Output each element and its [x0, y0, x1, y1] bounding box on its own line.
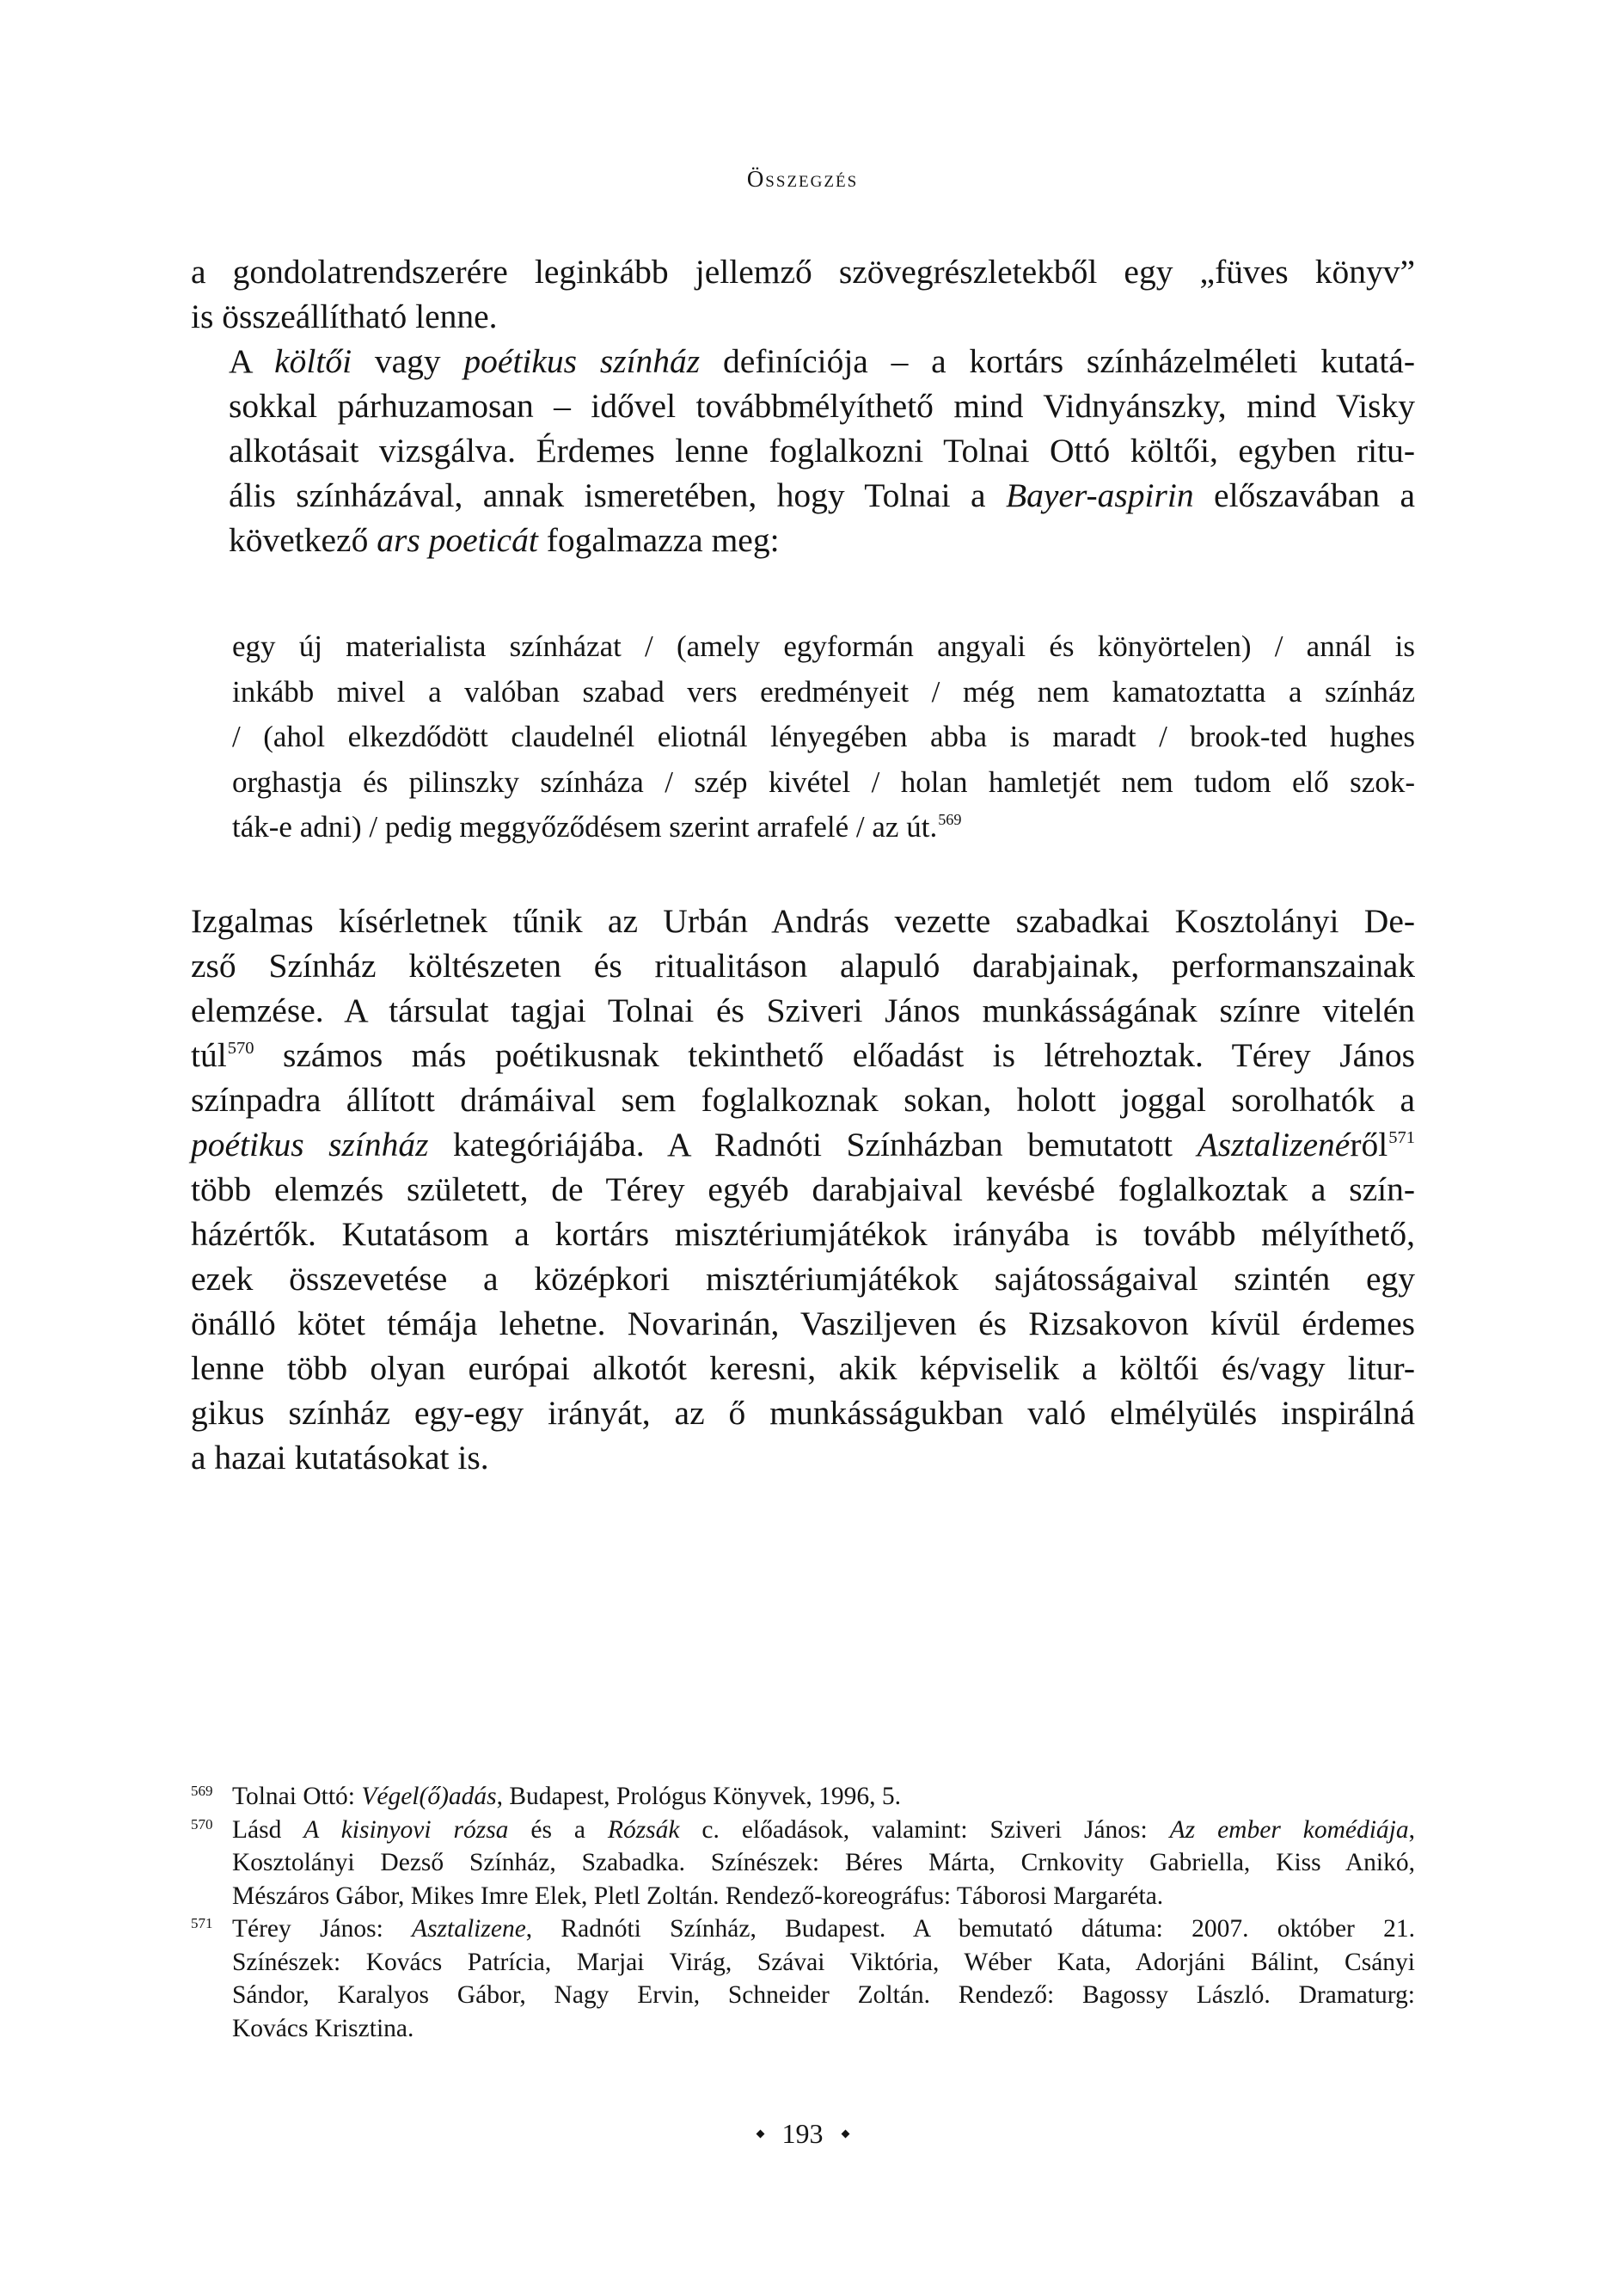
quote-line — [232, 624, 1415, 670]
text-run: c. előadások, valamint: Sziveri János: — [679, 1815, 1170, 1844]
text-run: lenne több olyan európai alkotót keresni, akik képviselik a költői és/vagy litur- — [191, 1349, 1415, 1387]
text-run: több elemzés született, de Térey egyéb darabjaival kevésbé foglalkoztak a szín- — [191, 1170, 1415, 1208]
block-quote — [232, 624, 1415, 850]
text-run: színpadra állított drámáival sem foglalkoznak sokan, holott joggal sorolhatók a — [191, 1081, 1415, 1119]
text-line — [191, 1033, 1415, 1077]
text-line — [191, 1435, 1415, 1480]
text-line — [232, 2012, 1415, 2046]
text-line — [191, 518, 1415, 562]
text-run: házértők. Kutatásom a kortárs misztériumjátékok irányába is tovább mélyíthető, — [191, 1215, 1415, 1253]
text-run: Kosztolányi Dezső Színház, Szabadka. Színészek: Béres Márta, Crnkovity Gabriella, Kiss Anikó, — [232, 1849, 1415, 1876]
text-line — [191, 473, 1415, 518]
text-line — [232, 1880, 1415, 1913]
main-text-bottom — [191, 899, 1415, 1480]
text-run: ezek összevetése a középkori misztériumjátékok sajátosságaival szintén egy — [191, 1260, 1415, 1298]
page-number — [0, 2118, 1605, 2150]
text-run: elemzése. A társulat tagjai Tolnai és Sziveri János munkásságának színre vitelén — [191, 991, 1415, 1029]
footnote-569 — [191, 1780, 1415, 1814]
footnotes — [191, 1780, 1415, 2045]
text-line — [191, 1301, 1415, 1346]
text-line — [191, 1390, 1415, 1435]
text-run: ális színházával, annak ismeretében, hogy Tolnai a — [229, 476, 1006, 514]
text-run: / (ahol elkezdődött claudelnél eliotnál lényegében abba is maradt / brook-ted hughes — [232, 720, 1415, 753]
text-run: orghastja és pilinszky színháza / szép kivétel / holan hamletjét nem tudom elő szok- — [232, 764, 1415, 799]
page-number-value: 193 — [781, 2118, 824, 2149]
text-run: Kovács Krisztina. — [232, 2014, 414, 2042]
text-run: Lásd — [232, 1815, 304, 1844]
paragraph-3 — [191, 899, 1415, 1480]
text-line — [232, 1912, 1415, 1946]
italic-text: Az ember komédiája — [1169, 1815, 1409, 1844]
text-run: vagy — [352, 342, 464, 380]
text-run: Sándor, Karalyos Gábor, Nagy Ervin, Schneider Zoltán. Rendező: Bagossy László. Dramaturg: — [232, 1981, 1415, 2009]
text-run: fogalmazza meg: — [537, 521, 780, 559]
diamond-ornament-icon — [756, 2130, 764, 2139]
text-run: és a — [508, 1815, 608, 1844]
text-line — [191, 1122, 1415, 1167]
quote-line — [232, 805, 1415, 850]
block-quote-lines — [232, 624, 1415, 850]
text-line — [232, 1979, 1415, 2012]
italic-text: Asztalizené — [1197, 1126, 1351, 1163]
text-line — [232, 1946, 1415, 1980]
text-line — [232, 1780, 1415, 1814]
text-line — [191, 1077, 1415, 1122]
quote-line — [232, 670, 1415, 715]
text-run: a hazai kutatásokat is. — [191, 1439, 489, 1476]
italic-text: Asztalizene — [412, 1915, 526, 1943]
text-run: a gondolatrendszerére leginkább jellemző szövegrészletekből egy „füves könyv” — [191, 253, 1415, 291]
footnote-reference[interactable]: 570 — [227, 1038, 254, 1058]
diamond-ornament-icon — [841, 2130, 849, 2139]
text-run: következő — [229, 521, 377, 559]
text-line — [191, 1212, 1415, 1256]
running-header: Összegzés — [746, 166, 859, 192]
text-run: inkább mivel a valóban szabad vers eredményeit / még nem kamatoztatta a színház — [232, 674, 1415, 709]
text-line — [191, 1346, 1415, 1390]
text-run: túl — [191, 1036, 227, 1074]
text-line — [191, 294, 1415, 339]
text-run: alkotásait vizsgálva. Érdemes lenne foglalkozni Tolnai Ottó költői, egyben ritu- — [229, 432, 1415, 470]
footnote-text — [232, 1814, 1415, 1913]
text-line — [191, 943, 1415, 988]
text-run: Izgalmas kísérletnek tűnik az Urbán András vezette szabadkai Kosztolányi De- — [191, 902, 1415, 940]
text-line — [191, 428, 1415, 473]
text-run: számos más poétikusnak tekinthető előadást is létrehoztak. Térey János — [254, 1036, 1415, 1074]
footnote-reference[interactable]: 571 — [1388, 1127, 1415, 1147]
footnote-570 — [191, 1814, 1415, 1913]
italic-text: ars poeticát — [377, 521, 538, 559]
footnote-reference[interactable]: 569 — [938, 811, 962, 829]
footnote-number: 569 — [191, 1783, 213, 1799]
text-line — [232, 1814, 1415, 1847]
italic-text: poétikus színház — [191, 1126, 429, 1163]
text-run: Térey János: — [232, 1915, 413, 1943]
footnote-text — [232, 1912, 1415, 2045]
text-run: is összeállítható lenne. — [191, 298, 498, 335]
text-run: gikus színház egy-egy irányát, az ő munkásságukban való elmélyülés inspirálná — [191, 1394, 1415, 1432]
main-text-top — [191, 249, 1415, 562]
text-line — [191, 1256, 1415, 1301]
text-run: definíciója – a kortárs színházelméleti kutatá- — [700, 342, 1415, 380]
quote-line — [232, 715, 1415, 760]
text-run: előszavában a — [1193, 476, 1415, 514]
text-line — [191, 988, 1415, 1033]
text-run: sokkal párhuzamosan – idővel továbbmélyíthető mind Vidnyánszky, mind Visky — [229, 387, 1415, 425]
italic-text: A kisinyovi rózsa — [303, 1815, 509, 1844]
text-run: Színészek: Kovács Patrícia, Marjai Virág, Szávai Viktória, Wéber Kata, Adorjáni Bálint, Csányi — [232, 1948, 1415, 1976]
text-run: Mészáros Gábor, Mikes Imre Elek, Pletl Zoltán. Rendező-koreográfus: Táborosi Margaréta. — [232, 1882, 1164, 1910]
italic-text: poétikus színház — [463, 342, 701, 380]
text-run: ről — [1350, 1126, 1388, 1163]
text-run: ták-e adni) / pedig meggyőződésem szerint arrafelé / az út. — [232, 810, 938, 844]
footnote-text — [232, 1780, 1415, 1814]
paragraph-2 — [191, 339, 1415, 562]
text-run: önálló kötet témája lehetne. Novarinán, Vasziljeven és Rizsakovon kívül érdemes — [191, 1305, 1415, 1342]
text-line — [191, 339, 1415, 384]
italic-text: Bayer-aspirin — [1006, 476, 1194, 514]
text-run: , Budapest, Prológus Könyvek, 1996, 5. — [496, 1783, 901, 1810]
text-line — [191, 249, 1415, 294]
footnote-571 — [191, 1912, 1415, 2045]
text-run: A — [229, 342, 275, 380]
text-run: egy új materialista színházat / (amely egyformán angyali és könyörtelen) / annál is — [232, 629, 1415, 663]
quote-line — [232, 760, 1415, 806]
text-run: kategóriájába. A Radnóti Színházban bemutatott — [428, 1126, 1198, 1163]
paragraph-1 — [191, 249, 1415, 339]
text-line — [191, 1167, 1415, 1212]
italic-text: Végel(ő)adás — [361, 1783, 497, 1810]
text-run: , Radnóti Színház, Budapest. A bemutató dátuma: 2007. október 21. — [525, 1915, 1416, 1943]
text-line — [191, 899, 1415, 943]
italic-text: Rózsák — [607, 1815, 680, 1844]
footnote-number: 571 — [191, 1915, 213, 1931]
text-run: , — [1408, 1815, 1416, 1844]
text-line — [232, 1846, 1415, 1880]
footnote-number: 570 — [191, 1815, 213, 1833]
text-run: Tolnai Ottó: — [232, 1783, 362, 1810]
text-run: zső Színház költészeten és ritualitáson alapuló darabjainak, performanszainak — [191, 947, 1415, 985]
italic-text: költői — [274, 342, 352, 380]
text-line — [191, 384, 1415, 428]
